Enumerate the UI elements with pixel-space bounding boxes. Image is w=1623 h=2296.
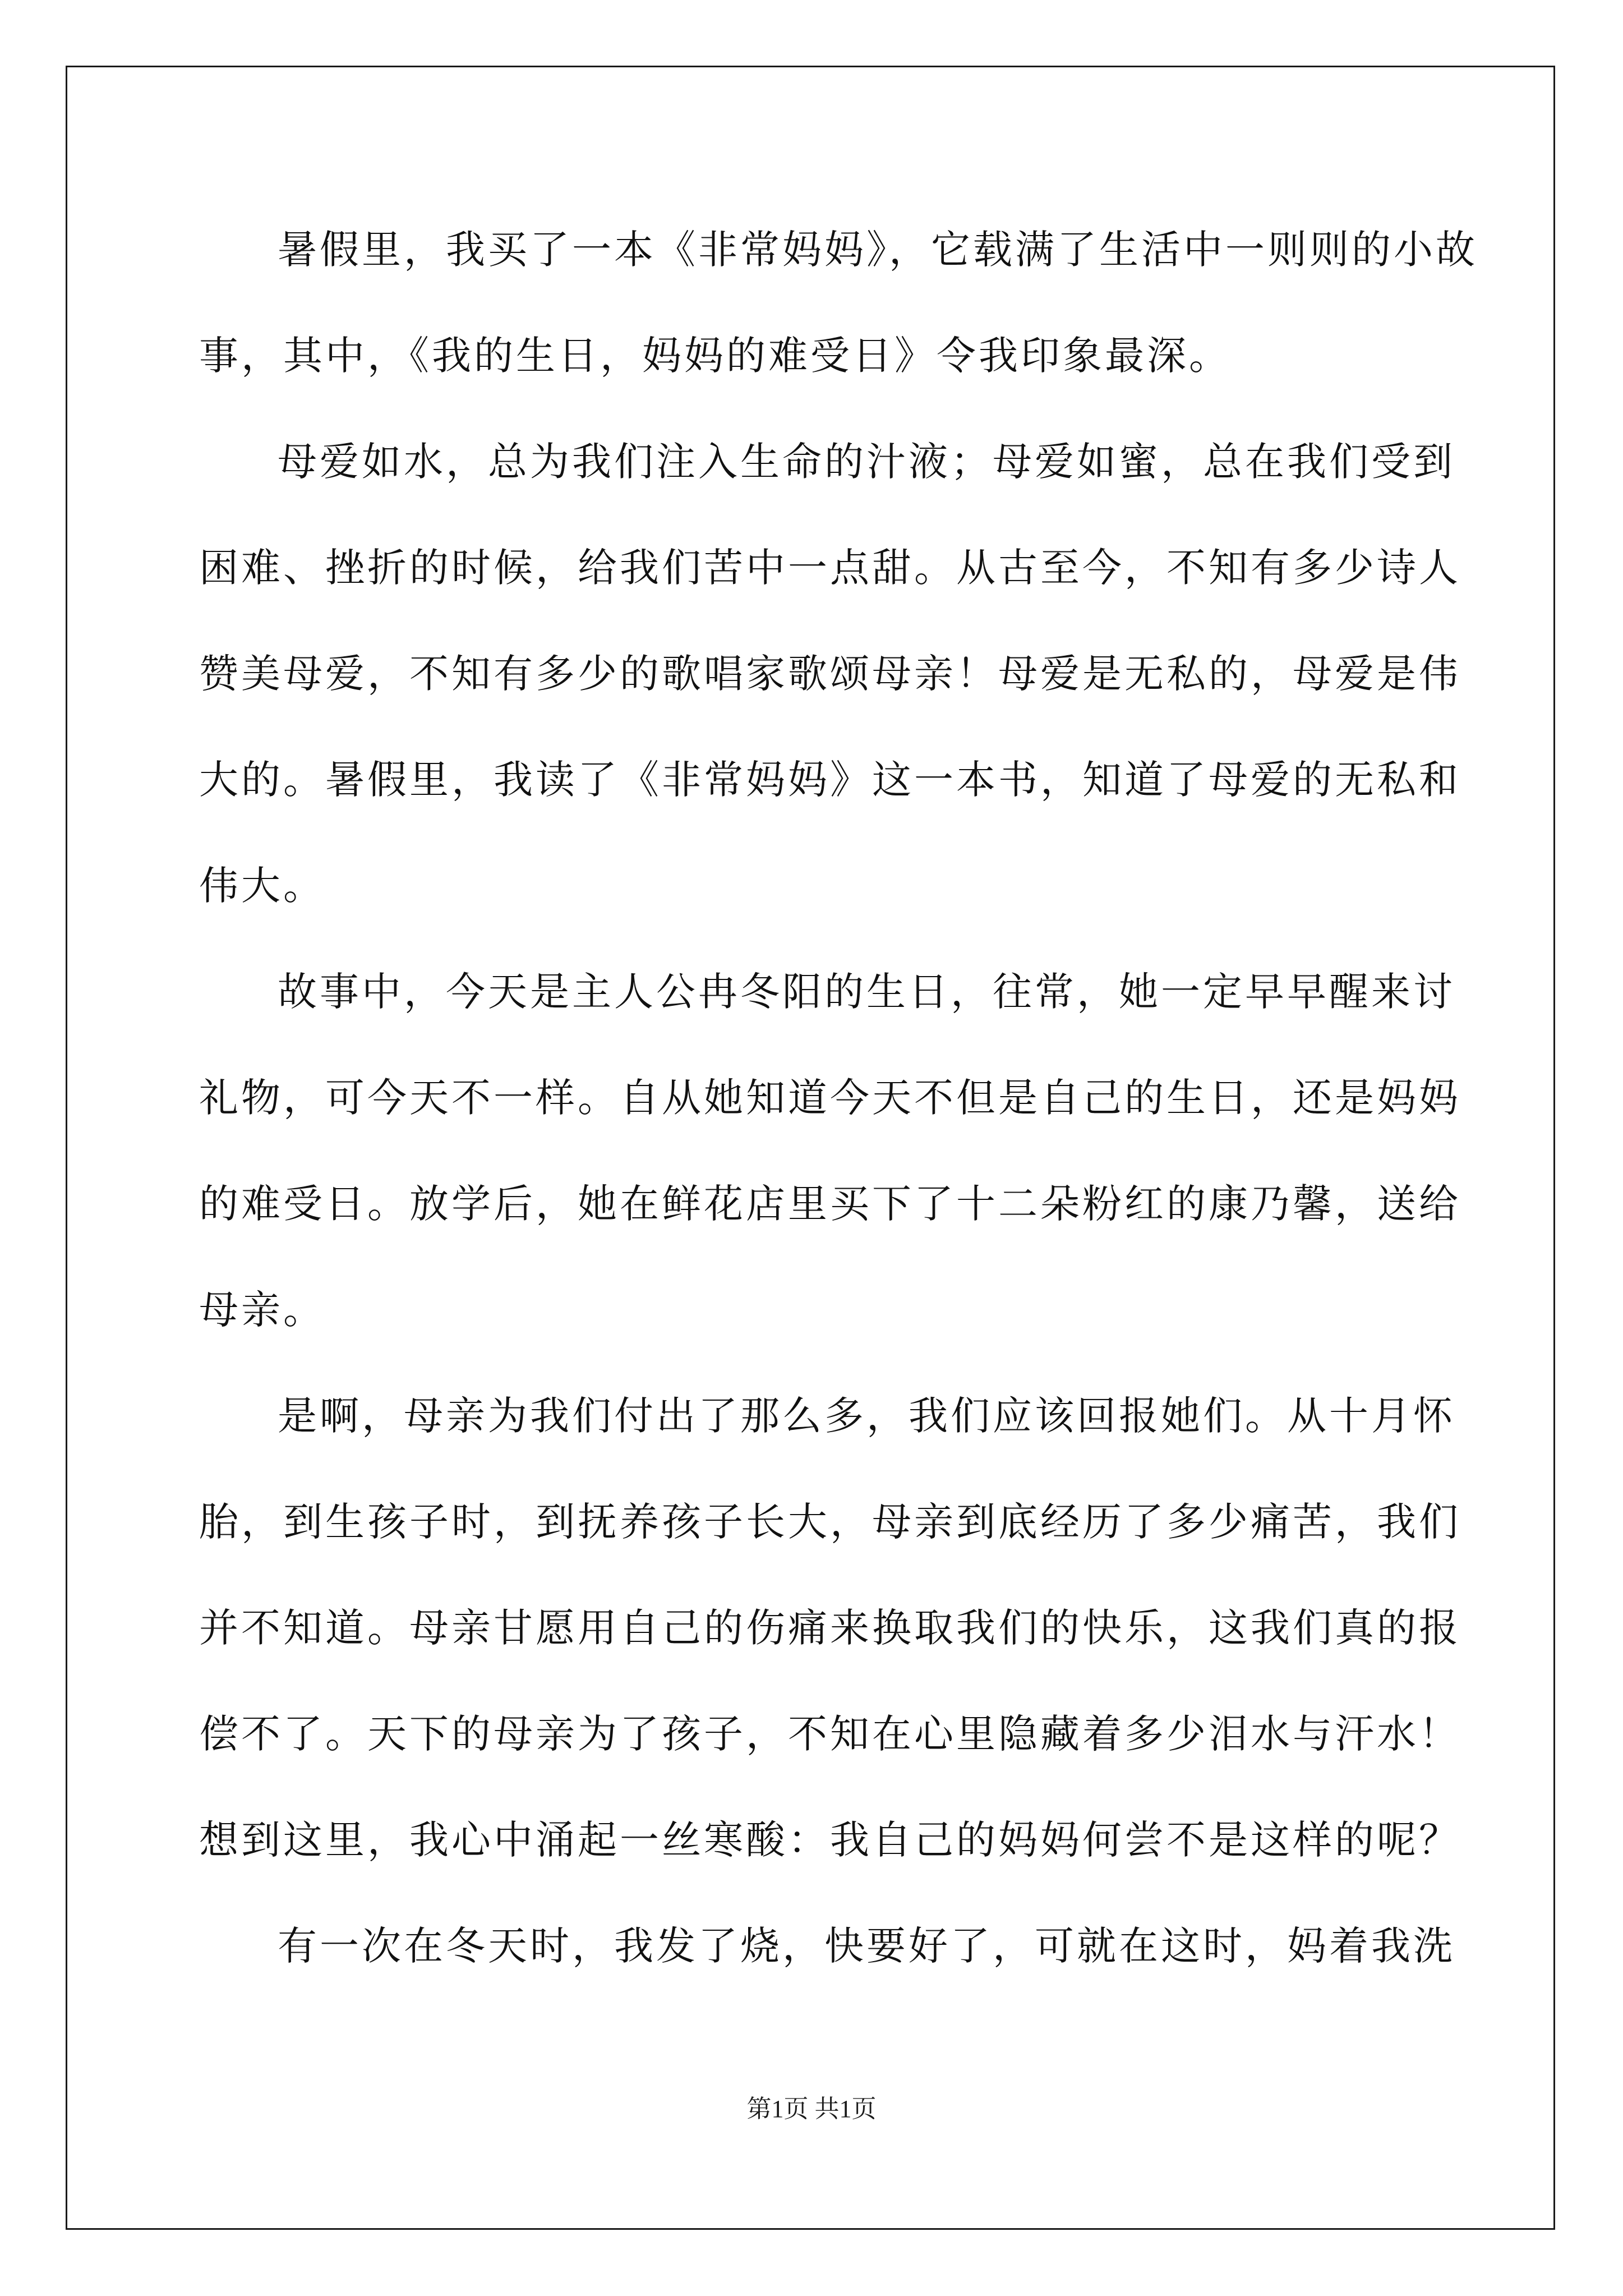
- paragraph-1-line-1: 暑假里，我买了一本《非常妈妈》，它载满了生活中一则则的小故: [278, 227, 1478, 273]
- paragraph-2-line-4: 大的。暑假里，我读了《非常妈妈》这一本书，知道了母爱的无私和: [199, 757, 1461, 803]
- paragraph-4-line-2: 胎，到生孩子时，到抚养孩子长大，母亲到底经历了多少痛苦，我们: [199, 1499, 1461, 1545]
- paragraph-1-line-2: 事，其中，《我的生日，妈妈的难受日》令我印象最深。: [199, 333, 1231, 379]
- paragraph-3-line-3: 的难受日。放学后，她在鲜花店里买下了十二朵粉红的康乃馨，送给: [199, 1181, 1461, 1227]
- paragraph-2-line-3: 赞美母爱，不知有多少的歌唱家歌颂母亲！母爱是无私的，母爱是伟: [199, 651, 1461, 697]
- page-footer: [0, 2092, 1623, 2126]
- paragraph-3-line-2: 礼物，可今天不一样。自从她知道今天不但是自己的生日，还是妈妈: [199, 1075, 1461, 1121]
- paragraph-3-line-4: 母亲。: [199, 1287, 325, 1333]
- paragraph-5-line-1: 有一次在冬天时，我发了烧，快要好了，可就在这时，妈着我洗: [278, 1923, 1455, 1969]
- paragraph-2-line-5: 伟大。: [199, 863, 325, 909]
- paragraph-4-line-1: 是啊，母亲为我们付出了那么多，我们应该回报她们。从十月怀: [278, 1393, 1455, 1439]
- paragraph-2-line-1: 母爱如水，总为我们注入生命的汁液；母爱如蜜，总在我们受到: [278, 439, 1455, 485]
- paragraph-4-line-3: 并不知道。母亲甘愿用自己的伤痛来换取我们的快乐，这我们真的报: [199, 1605, 1461, 1651]
- paragraph-3-line-1: 故事中，今天是主人公冉冬阳的生日，往常，她一定早早醒来讨: [278, 969, 1455, 1015]
- page-number: 第1页 共1页: [746, 2095, 877, 2123]
- paragraph-4-line-5: 想到这里，我心中涌起一丝寒酸：我自己的妈妈何尝不是这样的呢？: [199, 1817, 1461, 1863]
- paragraph-4-line-4: 偿不了。天下的母亲为了孩子，不知在心里隐藏着多少泪水与汗水！: [199, 1711, 1461, 1757]
- paragraph-2-line-2: 困难、挫折的时候，给我们苦中一点甜。从古至今，不知有多少诗人: [199, 545, 1461, 591]
- page-border: [66, 66, 1555, 2230]
